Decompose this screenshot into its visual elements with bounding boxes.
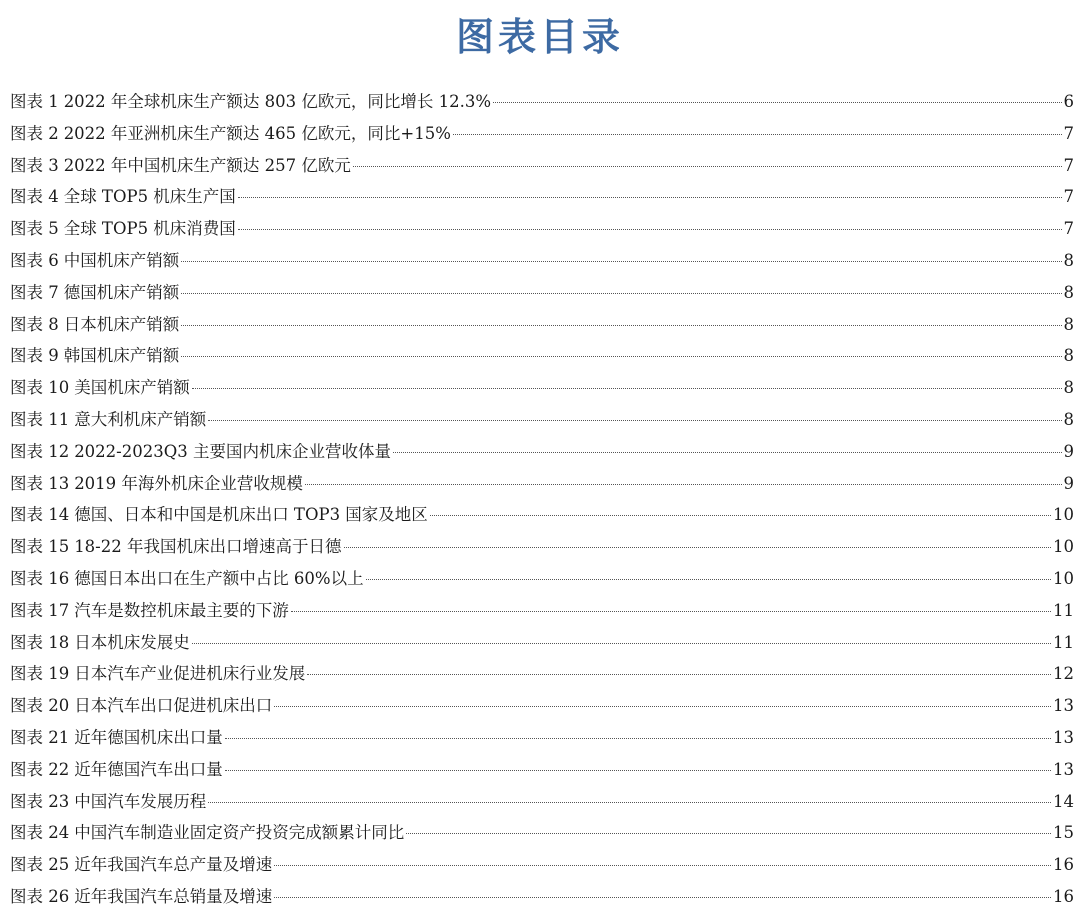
toc-entry[interactable]: [10, 372, 1074, 404]
toc-page-number: 7: [1063, 155, 1074, 175]
toc-entry[interactable]: [10, 213, 1074, 245]
toc-entry-label: 图表 12: [10, 441, 70, 461]
toc-entry-label: 图表 11: [10, 409, 70, 429]
toc-entry[interactable]: [10, 499, 1074, 531]
toc-entry[interactable]: [10, 786, 1074, 818]
toc-entry-title: 近年我国汽车总销量及增速: [74, 886, 273, 906]
toc-entry-title: 日本汽车出口促进机床出口: [74, 696, 273, 716]
toc-entry-text: [10, 786, 206, 818]
toc-entry-text: [10, 849, 272, 881]
dot-leader: [307, 674, 1051, 675]
dot-leader: [366, 579, 1051, 580]
dot-leader: [305, 484, 1062, 485]
toc-entry-label: 图表 16: [10, 568, 70, 588]
toc-entry-title: 中国机床产销额: [63, 250, 180, 270]
dot-leader: [344, 547, 1052, 548]
toc-page-number: 7: [1063, 123, 1074, 143]
toc-page-number: 13: [1053, 727, 1074, 747]
toc-entry-text: [10, 309, 179, 341]
toc-entry-title: 全球 TOP5 机床消费国: [63, 219, 236, 239]
toc-page-number: 7: [1063, 219, 1074, 239]
toc-entry-label: 图表 14: [10, 505, 70, 525]
toc-entry-label: 图表 7: [10, 282, 59, 302]
dot-leader: [274, 706, 1051, 707]
toc-entry-title: 韩国机床产销额: [63, 346, 180, 366]
toc-entry-title: 中国汽车发展历程: [74, 791, 207, 811]
toc-entry-title: 日本机床发展史: [74, 632, 190, 652]
dot-leader: [192, 643, 1051, 644]
toc-entry-text: [10, 245, 179, 277]
toc-page-number: 8: [1063, 409, 1074, 429]
toc-entry-title: 2022 年亚洲机床生产额达 465 亿欧元，同比+15%: [63, 123, 451, 143]
dot-leader: [430, 515, 1051, 516]
toc-entry-text: [10, 277, 179, 309]
toc-entry-text: [10, 404, 206, 436]
toc-entry-label: 图表 3: [10, 155, 59, 175]
dot-leader: [406, 833, 1051, 834]
toc-entry[interactable]: [10, 754, 1074, 786]
toc-entry-text: [10, 690, 272, 722]
toc-entry-title: 18-22 年我国机床出口增速高于日德: [74, 537, 342, 557]
toc-page-number: 8: [1063, 250, 1074, 270]
dot-leader: [181, 261, 1061, 262]
toc-entry-title: 近年德国机床出口量: [74, 727, 223, 747]
toc-entry-label: 图表 18: [10, 632, 70, 652]
toc-entry-label: 图表 10: [10, 378, 70, 398]
toc-page-number: 11: [1053, 600, 1074, 620]
toc-page-number: 13: [1053, 759, 1074, 779]
toc-page-number: 8: [1063, 346, 1074, 366]
dot-leader: [225, 770, 1051, 771]
toc-entry-text: [10, 817, 404, 849]
toc-entry-label: 图表 23: [10, 791, 70, 811]
toc-entry-text: [10, 722, 223, 754]
toc-page-number: 16: [1053, 855, 1074, 875]
toc-entry-text: [10, 118, 451, 150]
toc-entry-text: [10, 754, 223, 786]
toc-entry[interactable]: [10, 150, 1074, 182]
toc-entry-label: 图表 20: [10, 696, 70, 716]
toc-page-number: 7: [1063, 187, 1074, 207]
toc-entry-text: [10, 213, 236, 245]
toc-entry-label: 图表 13: [10, 473, 70, 493]
toc-entry[interactable]: [10, 436, 1074, 468]
toc-page-number: 9: [1063, 441, 1074, 461]
toc-entry-label: 图表 19: [10, 664, 70, 684]
toc-page-number: 6: [1063, 92, 1074, 111]
toc-entry-label: 图表 9: [10, 346, 59, 366]
dot-leader: [181, 356, 1061, 357]
toc-entry[interactable]: [10, 309, 1074, 341]
dot-leader: [208, 802, 1051, 803]
toc-entry[interactable]: [10, 849, 1074, 881]
dot-leader: [208, 420, 1061, 421]
toc-entry-text: [10, 436, 391, 468]
toc-entry-title: 汽车是数控机床最主要的下游: [74, 600, 289, 620]
dot-leader: [353, 166, 1062, 167]
dot-leader: [393, 452, 1061, 453]
toc-entry-label: 图表 2: [10, 123, 59, 143]
toc-entry[interactable]: [10, 881, 1074, 913]
toc-entry-title: 2022-2023Q3 主要国内机床企业营收体量: [74, 441, 392, 461]
toc-entry[interactable]: [10, 563, 1074, 595]
toc-entry-label: 图表 5: [10, 219, 59, 239]
dot-leader: [238, 197, 1062, 198]
toc-entry-title: 2022 年中国机床生产额达 257 亿欧元: [63, 155, 351, 175]
toc-entry-title: 德国机床产销额: [63, 282, 180, 302]
toc-entry-text: [10, 658, 305, 690]
toc-entry[interactable]: [10, 404, 1074, 436]
toc-entry[interactable]: [10, 817, 1074, 849]
toc-page-number: 10: [1053, 537, 1074, 557]
dot-leader: [181, 325, 1061, 326]
toc-entry[interactable]: [10, 531, 1074, 563]
dot-leader: [291, 611, 1051, 612]
toc-entry[interactable]: [10, 722, 1074, 754]
toc-entry-text: [10, 627, 190, 659]
toc-entry-label: 图表 4: [10, 187, 59, 207]
toc-entry[interactable]: [10, 595, 1074, 627]
toc-entry-text: [10, 150, 351, 182]
toc-page-number: 8: [1063, 378, 1074, 398]
toc-entry-title: 日本机床产销额: [63, 314, 180, 334]
toc-entry-label: 图表 26: [10, 886, 70, 906]
toc-entry[interactable]: [10, 627, 1074, 659]
page-title: 图表目录: [455, 14, 624, 59]
toc-entry[interactable]: [10, 277, 1074, 309]
toc-entry-title: 近年我国汽车总产量及增速: [74, 855, 273, 875]
toc-entry-text: [10, 531, 342, 563]
toc-page-number: 13: [1053, 696, 1074, 716]
toc-entry-text: [10, 563, 364, 595]
dot-leader: [225, 738, 1051, 739]
toc-page-number: 8: [1063, 314, 1074, 334]
toc-entry-text: [10, 372, 190, 404]
toc-entry-text: [10, 499, 428, 531]
dot-leader: [238, 229, 1062, 230]
toc-page-number: 11: [1053, 632, 1074, 652]
toc-entry-label: 图表 8: [10, 314, 59, 334]
dot-leader: [192, 388, 1062, 389]
toc-entry-title: 中国汽车制造业固定资产投资完成额累计同比: [74, 823, 405, 843]
toc-entry[interactable]: [10, 245, 1074, 277]
toc-entry-text: [10, 881, 272, 913]
toc-entry[interactable]: [10, 468, 1074, 500]
dot-leader: [493, 102, 1061, 103]
toc-entry-title: 日本汽车产业促进机床行业发展: [74, 664, 306, 684]
dot-leader: [274, 865, 1051, 866]
toc-entry-label: 图表 21: [10, 727, 70, 747]
toc-entry-title: 意大利机床产销额: [74, 409, 207, 429]
toc-entry-text: [10, 181, 236, 213]
toc-entry-label: 图表 17: [10, 600, 70, 620]
toc-entry-title: 2019 年海外机床企业营收规模: [74, 473, 303, 493]
toc-entry-title: 2022 年全球机床生产额达 803 亿欧元，同比增长 12.3%: [63, 92, 492, 111]
toc-page-number: 9: [1063, 473, 1074, 493]
toc-entry[interactable]: [10, 181, 1074, 213]
toc-page-number: 8: [1063, 282, 1074, 302]
dot-leader: [453, 134, 1062, 135]
toc-page-number: 10: [1053, 568, 1074, 588]
toc-entry-title: 美国机床产销额: [74, 378, 190, 398]
toc-entry[interactable]: [10, 690, 1074, 722]
toc-entry[interactable]: [10, 340, 1074, 372]
toc-entry[interactable]: [10, 86, 1074, 118]
toc-entry-text: [10, 86, 491, 118]
toc-entry-title: 全球 TOP5 机床生产国: [63, 187, 236, 207]
toc-entry-label: 图表 15: [10, 537, 70, 557]
toc-page-number: 14: [1053, 791, 1074, 811]
toc-entry-label: 图表 22: [10, 759, 70, 779]
toc-entry-text: [10, 340, 179, 372]
toc-entry-title: 德国日本出口在生产额中占比 60%以上: [74, 568, 364, 588]
dot-leader: [274, 897, 1051, 898]
toc-entry-title: 近年德国汽车出口量: [74, 759, 223, 779]
toc-entry-label: 图表 1: [10, 92, 59, 111]
toc-entry[interactable]: [10, 118, 1074, 150]
toc-page-number: 16: [1053, 886, 1074, 906]
toc-entry-label: 图表 25: [10, 855, 70, 875]
toc-entry[interactable]: [10, 658, 1074, 690]
toc-entry-label: 图表 24: [10, 823, 70, 843]
toc-page-number: 15: [1053, 823, 1074, 843]
toc-entry-title: 德国、日本和中国是机床出口 TOP3 国家及地区: [74, 505, 428, 525]
toc-list: [10, 86, 1074, 913]
toc-page-number: 12: [1053, 664, 1074, 684]
toc-entry-label: 图表 6: [10, 250, 59, 270]
toc-page-number: 10: [1053, 505, 1074, 525]
dot-leader: [181, 293, 1061, 294]
toc-entry-text: [10, 595, 289, 627]
toc-entry-text: [10, 468, 303, 500]
